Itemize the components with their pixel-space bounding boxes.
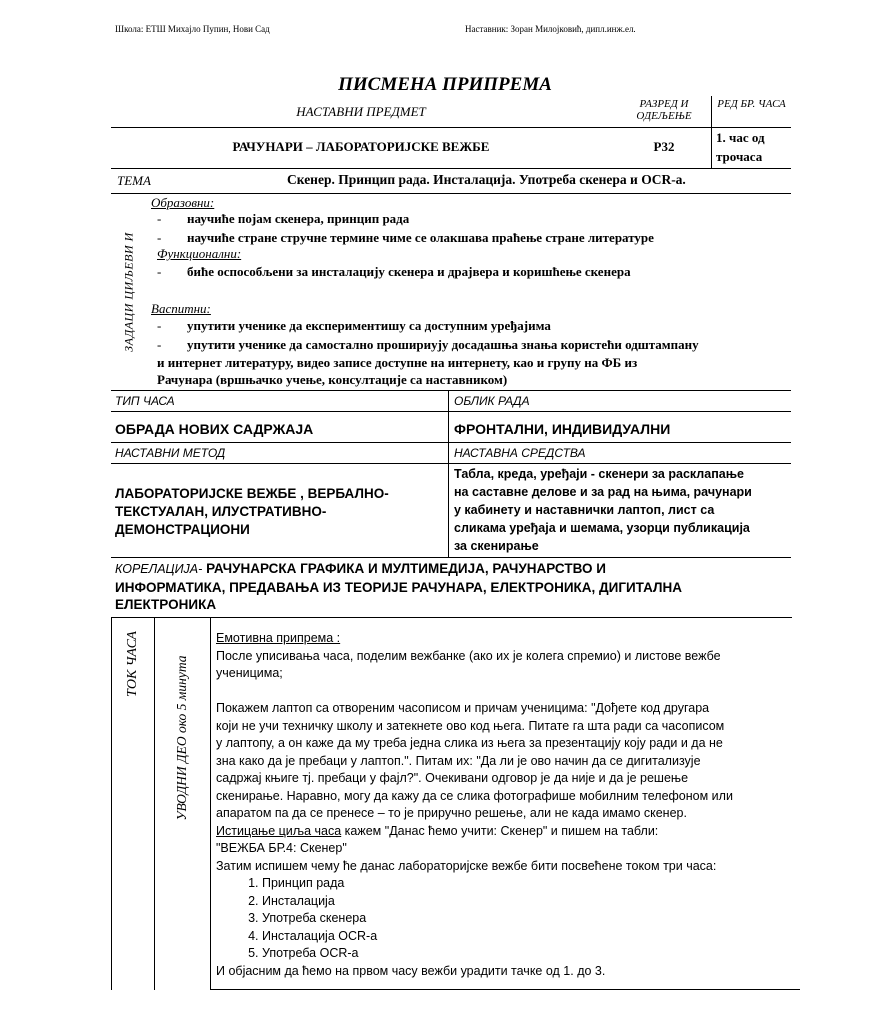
intro-paragraph-2-line-2: који не учи техничку школу и затекнете ово код њега. Питате га шта ради са часописом bbox=[216, 718, 725, 733]
intro-paragraph-2-line-3: у лаптопу, а он каже да му треба једна слика из њега за презентацију коју ради и да не bbox=[216, 736, 723, 750]
lesson-number-label: РЕД БР. ЧАСА bbox=[711, 96, 791, 127]
plan-item-2: 2. Инсталација bbox=[262, 893, 776, 911]
upbringing-item-1: - упутити ученике да експериментишу са доступним уређајима bbox=[157, 318, 551, 333]
goal-label: Истицање циља часа bbox=[216, 823, 342, 838]
lesson-type-value: ОБРАДА НОВИХ САДРЖАЈА bbox=[115, 421, 314, 437]
means-line-5: за скенирање bbox=[454, 539, 539, 553]
class-label: РАЗРЕД И ОДЕЉЕЊЕ bbox=[636, 98, 692, 122]
closing-statement: И објасним да ћемо на првом часу вежби урадити тачке од 1. до 3. bbox=[216, 963, 606, 978]
preparation-table bbox=[111, 96, 791, 614]
topic-label: ТЕМА bbox=[117, 173, 151, 188]
plan-item-4: 4. Инсталација OCR-а bbox=[262, 928, 776, 946]
means-line-3: у кабинету и наставнички лаптоп, лист са bbox=[454, 503, 715, 517]
method-line-2: ТЕКСТУАЛАН, ИЛУСТРАТИВНО- bbox=[115, 504, 327, 519]
goals-section bbox=[111, 194, 791, 391]
method-value bbox=[115, 464, 445, 557]
correlation-label: КОРЕЛАЦИЈА- bbox=[115, 562, 203, 576]
lesson-flow-body bbox=[216, 630, 776, 980]
plan-intro: Затим испишем чему ће данас лабораторијске вежбе бити посвећене током три часа: bbox=[216, 858, 717, 873]
functional-label: Функционални: bbox=[157, 246, 242, 261]
lesson-flow-bottom-border bbox=[210, 989, 800, 990]
lesson-number-line-2: трочаса bbox=[716, 149, 763, 164]
work-form-value: ФРОНТАЛНИ, ИНДИВИДУАЛНИ bbox=[448, 412, 791, 442]
teacher-header: Наставник: Зоран Милојковић, дипл.инж.ел. bbox=[465, 24, 636, 34]
subject-value-row bbox=[111, 128, 791, 169]
functional-item-1: - биће оспособљени за инсталацију скенера и драјвера и коришћење скенера bbox=[157, 264, 631, 279]
goal-text: кажем "Данас ћемо учити: Скенер" и пишем на табли: bbox=[341, 823, 659, 838]
upbringing-label: Васпитни: bbox=[151, 301, 211, 316]
lesson-flow-label: ТОК ЧАСА bbox=[125, 631, 140, 697]
correlation-line-2: ИНФОРМАТИКА, ПРЕДАВАЊА ИЗ ТЕОРИЈЕ РАЧУНАРА, ЕЛЕКТРОНИКА, ДИГИТАЛНА bbox=[115, 579, 682, 595]
exercise-title: "ВЕЖБА БР.4: Скенер" bbox=[216, 841, 347, 855]
lesson-flow-column bbox=[112, 618, 155, 990]
lesson-type-value-row bbox=[111, 412, 791, 443]
correlation-content bbox=[115, 558, 791, 614]
method-value-row bbox=[111, 464, 791, 558]
topic-value: Скенер. Принцип рада. Инсталација. Употреба скенера и OCR-а. bbox=[287, 172, 686, 187]
work-form-label: ОБЛИК РАДА bbox=[448, 391, 791, 411]
intro-paragraph-1-line-2: ученицима; bbox=[216, 666, 283, 680]
plan-item-1: 1. Принцип рада bbox=[262, 875, 776, 893]
topic-row bbox=[111, 169, 791, 194]
subject-value: РАЧУНАРИ – ЛАБОРАТОРИЈСКЕ ВЕЖБЕ bbox=[232, 139, 490, 154]
plan-list bbox=[216, 875, 776, 963]
school-header: Школа: ЕТШ Михајло Пупин, Нови Сад bbox=[115, 24, 270, 34]
means-line-2: на саставне делове и за рад на њима, рачунари bbox=[454, 485, 752, 499]
upbringing-item-2-cont-2: Рачунара (вршњачко учење, консултације са наставником) bbox=[157, 372, 508, 387]
correlation-line-1: РАЧУНАРСКА ГРАФИКА И МУЛТИМЕДИЈА, РАЧУНАРСТВО И bbox=[202, 561, 606, 576]
intro-paragraph-2-line-4: зна како да је пребаци у лаптоп.". Питам их: "Да ли је ово начин да се дигитализује bbox=[216, 753, 701, 768]
means-line-1: Табла, креда, уређаји - скенери за расклапање bbox=[454, 467, 744, 481]
intro-paragraph-2-line-7: апаратом па да се пренесе – то је приручно решење, али не када имамо скенер. bbox=[216, 806, 687, 820]
document-title: ПИСМЕНА ПРИПРЕМА bbox=[338, 74, 552, 95]
method-line-1: ЛАБОРАТОРИЈСКЕ ВЕЖБЕ , ВЕРБАЛНО- bbox=[115, 486, 389, 501]
lesson-type-label: ТИП ЧАСА bbox=[115, 394, 175, 408]
means-label: НАСТАВНА СРЕДСТВА bbox=[448, 443, 791, 463]
goals-vertical-label: ЗАДАЦИ ЦИЉЕВИ И bbox=[121, 232, 136, 352]
educational-item-1: - научиће појам скенера, принцип рада bbox=[157, 211, 410, 226]
correlation-row bbox=[111, 558, 791, 614]
subject-label: НАСТАВНИ ПРЕДМЕТ bbox=[296, 104, 426, 119]
lesson-type-label-row bbox=[111, 391, 791, 412]
lesson-number-line-1: 1. час од bbox=[716, 130, 765, 145]
subject-label-row bbox=[111, 96, 791, 128]
intro-paragraph-2-line-1: Покажем лаптоп са отвореним часописом и причам ученицима: "Дођете код другара bbox=[216, 701, 710, 715]
goal-statement bbox=[216, 823, 776, 841]
method-label: НАСТАВНИ МЕТОД bbox=[115, 446, 226, 460]
intro-paragraph-2-line-5: садржај књиге тј. пребаци у фајл?". Очекивани одговор је да није и да је решење bbox=[216, 771, 689, 785]
intro-part-label: УВОДНИ ДЕО око 5 минута bbox=[174, 655, 189, 821]
plan-item-5: 5. Употреба OCR-а bbox=[262, 945, 776, 963]
method-label-row bbox=[111, 443, 791, 464]
means-value bbox=[448, 464, 791, 557]
intro-paragraph-1-line-1: После уписивања часа, поделим вежбанке (ако их је колега спремио) и листове вежбе bbox=[216, 648, 721, 663]
emotional-prep-label: Емотивна припрема : bbox=[216, 631, 341, 645]
lesson-flow-table bbox=[111, 617, 792, 990]
upbringing-item-2: - упутити ученике да самостално прошириују досадашња знања користећи одштампану bbox=[157, 337, 699, 352]
lesson-number-value bbox=[711, 128, 791, 168]
educational-item-2: - научиће стране стручне термине чиме се олакшава праћење стране литературе bbox=[157, 230, 654, 245]
means-line-4: сликама уређаја и шемама, узорци публикација bbox=[454, 521, 750, 535]
class-value: Р32 bbox=[653, 139, 675, 154]
plan-item-3: 3. Употреба скенера bbox=[262, 910, 776, 928]
intro-column bbox=[154, 618, 211, 990]
educational-label: Образовни: bbox=[151, 195, 215, 210]
correlation-line-3: ЕЛЕКТРОНИКА bbox=[115, 597, 217, 612]
upbringing-item-2-cont-1: и интернет литературу, видео записе доступне на интернету, као и групу на ФБ из bbox=[157, 355, 638, 370]
method-line-3: ДЕМОНСТРАЦИОНИ bbox=[115, 522, 250, 537]
intro-paragraph-2-line-6: скенирање. Наравно, могу да кажу да се слика фотографише мобилним телефоном или bbox=[216, 788, 733, 803]
